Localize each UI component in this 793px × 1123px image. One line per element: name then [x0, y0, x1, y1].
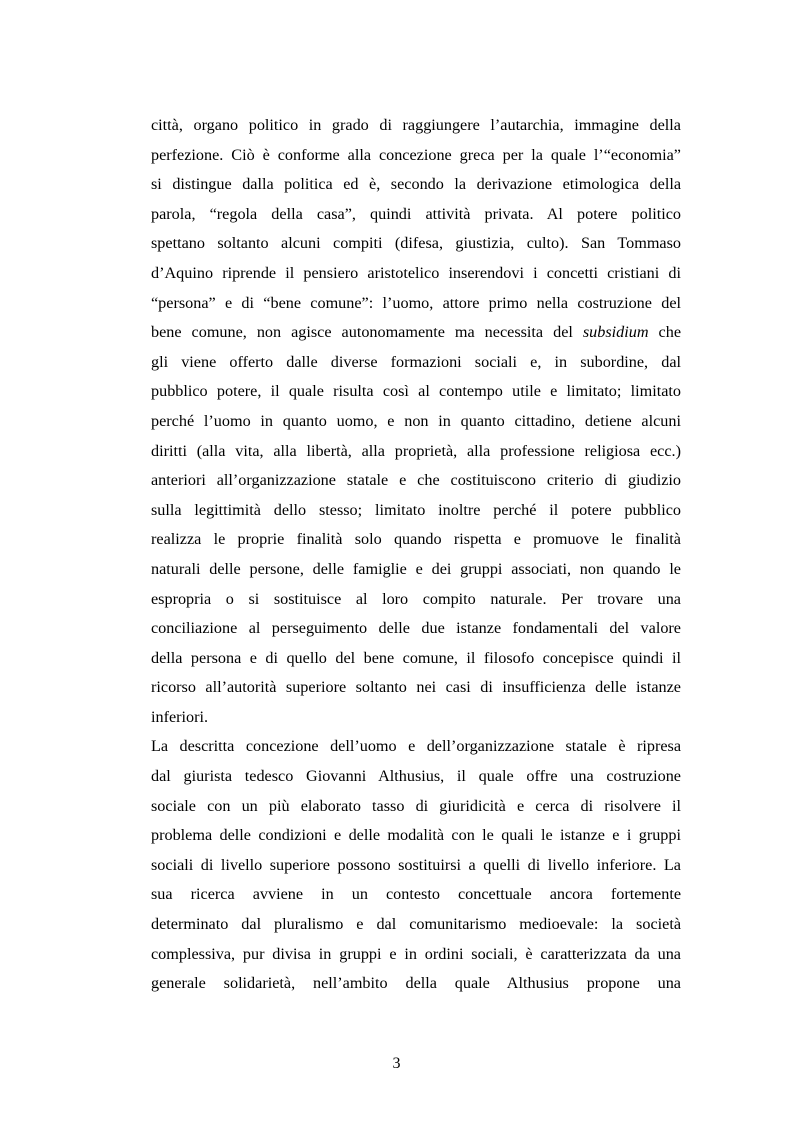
italic-term: subsidium — [582, 323, 649, 342]
text-line: problema delle condizioni e delle modalità con le quali le istanze e i gruppi — [151, 826, 681, 845]
text-line: spettano soltanto alcuni compiti (difesa, giustizia, culto). San Tommaso — [151, 234, 681, 253]
text-line: realizza le proprie finalità solo quando rispetta e promuove le finalità — [151, 530, 681, 549]
text-line: gli viene offerto dalle diverse formazioni sociali e, in subordine, dal — [151, 352, 681, 371]
text-line: “persona” e di “bene comune”: l’uomo, attore primo nella costruzione del — [151, 293, 681, 312]
text-line: sociali di livello superiore possono sostituirsi a quelli di livello inferiore. La — [151, 855, 681, 874]
text-line: città, organo politico in grado di raggiungere l’autarchia, immagine della — [151, 116, 681, 134]
page-number: 3 — [392, 1055, 401, 1072]
text-line: complessiva, pur divisa in gruppi e in ordini sociali, è caratterizzata da una — [151, 944, 681, 963]
text-line: anteriori all’organizzazione statale e che costituiscono criterio di giudizio — [151, 471, 681, 490]
text-line: parola, “regola della casa”, quindi attività privata. Al potere politico — [151, 204, 681, 223]
text-line: ricorso all’autorità superiore soltanto nei casi di insufficienza delle istanze — [151, 678, 681, 697]
text-line: sulla legittimità dello stesso; limitato inoltre perché il potere pubblico — [151, 500, 681, 519]
text-line: sua ricerca avviene in un contesto concettuale ancora fortemente — [151, 885, 681, 904]
text-line — [151, 318, 681, 348]
paragraph — [151, 732, 681, 998]
text-line: La descritta concezione dell’uomo e dell’organizzazione statale è ripresa — [151, 737, 681, 756]
text-line: perché l’uomo in quanto uomo, e non in quanto cittadino, detiene alcuni — [151, 411, 681, 430]
body-text — [151, 111, 681, 999]
text-line: dal giurista tedesco Giovanni Althusius, il quale offre una costruzione — [151, 767, 681, 786]
text-line: espropria o si sostituisce al loro compito naturale. Per trovare una — [151, 589, 681, 608]
text-line: della persona e di quello del bene comune, il filosofo concepisce quindi il — [151, 648, 681, 667]
text-line: d’Aquino riprende il pensiero aristotelico inserendovi i concetti cristiani di — [151, 263, 681, 282]
text-line: perfezione. Ciò è conforme alla concezione greca per la quale l’“economia” — [151, 145, 681, 164]
text-line: generale solidarietà, nell’ambito della quale Althusius propone una — [151, 974, 681, 993]
text-line: determinato dal pluralismo e dal comunitarismo medioevale: la società — [151, 915, 681, 934]
text-line: pubblico potere, il quale risulta così al contempo utile e limitato; limitato — [151, 382, 681, 401]
text-line: diritti (alla vita, alla libertà, alla proprietà, alla professione religiosa ecc.) — [151, 441, 681, 460]
paragraph — [151, 111, 681, 732]
text-line: conciliazione al perseguimento delle due istanze fondamentali del valore — [151, 619, 681, 638]
text-line: naturali delle persone, delle famiglie e dei gruppi associati, non quando le — [151, 559, 681, 578]
text-line: sociale con un più elaborato tasso di giuridicità e cerca di risolvere il — [151, 796, 681, 815]
text-line: inferiori. — [151, 707, 209, 726]
text-line: si distingue dalla politica ed è, secondo la derivazione etimologica della — [151, 175, 681, 194]
text-segment: che — [648, 323, 682, 342]
text-segment: bene comune, non agisce autonomamente ma necessita del — [151, 323, 583, 342]
